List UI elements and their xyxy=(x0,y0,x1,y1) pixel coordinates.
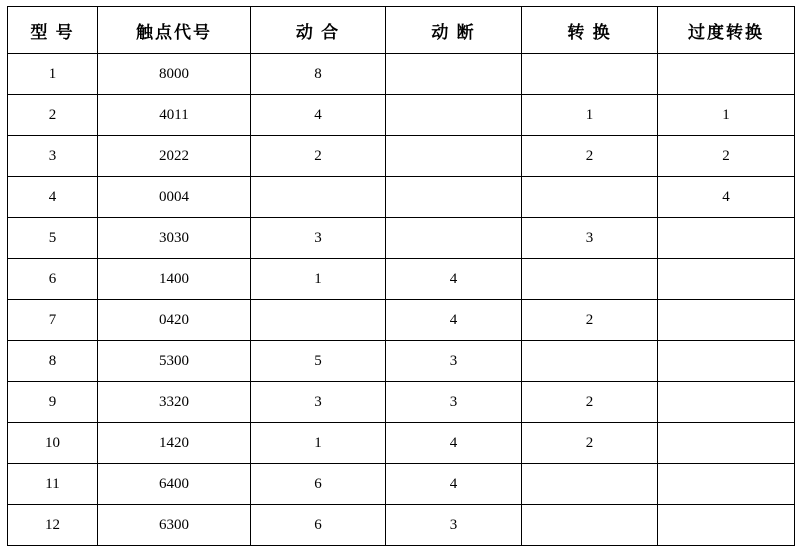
cell-transitional-changeover xyxy=(658,54,795,95)
cell-model: 8 xyxy=(8,341,98,382)
cell-changeover xyxy=(522,177,658,218)
column-header-normally-open: 动 合 xyxy=(251,7,386,54)
cell-transitional-changeover xyxy=(658,218,795,259)
cell-normally-closed xyxy=(386,218,522,259)
cell-changeover xyxy=(522,505,658,546)
cell-normally-open: 3 xyxy=(251,382,386,423)
cell-contact-code: 3320 xyxy=(98,382,251,423)
cell-normally-open: 1 xyxy=(251,423,386,464)
cell-normally-open: 1 xyxy=(251,259,386,300)
cell-normally-closed: 4 xyxy=(386,464,522,505)
table-row xyxy=(8,95,795,136)
column-header-transitional-changeover: 过度转换 xyxy=(658,7,795,54)
column-header-changeover: 转 换 xyxy=(522,7,658,54)
cell-model: 2 xyxy=(8,95,98,136)
cell-model: 10 xyxy=(8,423,98,464)
cell-model: 11 xyxy=(8,464,98,505)
cell-normally-closed: 3 xyxy=(386,382,522,423)
table-row xyxy=(8,218,795,259)
cell-normally-closed xyxy=(386,177,522,218)
table-row xyxy=(8,177,795,218)
cell-transitional-changeover xyxy=(658,300,795,341)
cell-contact-code: 1400 xyxy=(98,259,251,300)
cell-model: 6 xyxy=(8,259,98,300)
cell-normally-closed: 3 xyxy=(386,341,522,382)
cell-transitional-changeover: 2 xyxy=(658,136,795,177)
cell-normally-open: 5 xyxy=(251,341,386,382)
table-header-row xyxy=(8,7,795,54)
cell-normally-closed xyxy=(386,54,522,95)
cell-normally-open: 3 xyxy=(251,218,386,259)
cell-normally-open: 6 xyxy=(251,505,386,546)
cell-changeover xyxy=(522,464,658,505)
cell-changeover: 2 xyxy=(522,382,658,423)
contact-specification-table xyxy=(7,6,795,546)
cell-contact-code: 0004 xyxy=(98,177,251,218)
table-row xyxy=(8,464,795,505)
cell-changeover xyxy=(522,341,658,382)
cell-normally-closed: 4 xyxy=(386,423,522,464)
cell-model: 7 xyxy=(8,300,98,341)
cell-model: 5 xyxy=(8,218,98,259)
cell-changeover xyxy=(522,54,658,95)
cell-model: 4 xyxy=(8,177,98,218)
cell-contact-code: 6300 xyxy=(98,505,251,546)
cell-transitional-changeover xyxy=(658,259,795,300)
cell-transitional-changeover xyxy=(658,505,795,546)
cell-changeover: 2 xyxy=(522,300,658,341)
cell-normally-open: 8 xyxy=(251,54,386,95)
cell-transitional-changeover xyxy=(658,464,795,505)
cell-normally-closed: 3 xyxy=(386,505,522,546)
cell-contact-code: 6400 xyxy=(98,464,251,505)
cell-normally-open: 4 xyxy=(251,95,386,136)
table-body xyxy=(8,54,795,546)
cell-contact-code: 5300 xyxy=(98,341,251,382)
cell-transitional-changeover: 4 xyxy=(658,177,795,218)
cell-normally-closed: 4 xyxy=(386,300,522,341)
table-row xyxy=(8,300,795,341)
cell-contact-code: 0420 xyxy=(98,300,251,341)
cell-contact-code: 8000 xyxy=(98,54,251,95)
table-row xyxy=(8,259,795,300)
cell-normally-open xyxy=(251,177,386,218)
cell-model: 12 xyxy=(8,505,98,546)
document-page xyxy=(0,6,800,551)
column-header-normally-closed: 动 断 xyxy=(386,7,522,54)
cell-normally-closed xyxy=(386,95,522,136)
table-row xyxy=(8,505,795,546)
column-header-model: 型 号 xyxy=(8,7,98,54)
cell-normally-open xyxy=(251,300,386,341)
table-row xyxy=(8,423,795,464)
cell-model: 3 xyxy=(8,136,98,177)
cell-transitional-changeover xyxy=(658,423,795,464)
cell-contact-code: 3030 xyxy=(98,218,251,259)
cell-changeover xyxy=(522,259,658,300)
cell-contact-code: 4011 xyxy=(98,95,251,136)
column-header-contact-code: 触点代号 xyxy=(98,7,251,54)
table-header xyxy=(8,7,795,54)
cell-changeover: 2 xyxy=(522,423,658,464)
cell-normally-closed: 4 xyxy=(386,259,522,300)
cell-model: 9 xyxy=(8,382,98,423)
table-row xyxy=(8,54,795,95)
cell-normally-open: 2 xyxy=(251,136,386,177)
cell-transitional-changeover: 1 xyxy=(658,95,795,136)
cell-changeover: 3 xyxy=(522,218,658,259)
cell-contact-code: 1420 xyxy=(98,423,251,464)
table-row xyxy=(8,341,795,382)
cell-normally-open: 6 xyxy=(251,464,386,505)
cell-changeover: 2 xyxy=(522,136,658,177)
cell-transitional-changeover xyxy=(658,341,795,382)
cell-normally-closed xyxy=(386,136,522,177)
cell-transitional-changeover xyxy=(658,382,795,423)
cell-model: 1 xyxy=(8,54,98,95)
table-row xyxy=(8,382,795,423)
cell-contact-code: 2022 xyxy=(98,136,251,177)
table-row xyxy=(8,136,795,177)
cell-changeover: 1 xyxy=(522,95,658,136)
